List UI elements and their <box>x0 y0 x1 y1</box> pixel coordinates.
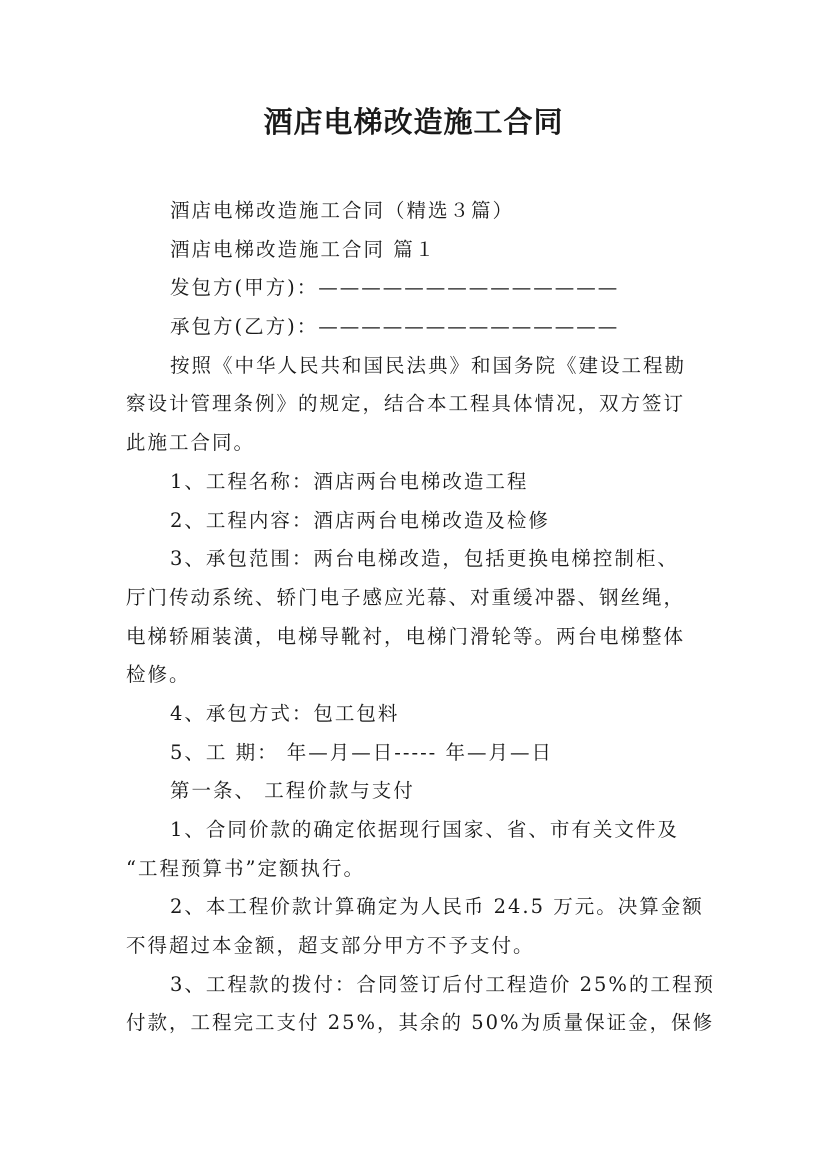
document-body <box>126 192 716 1043</box>
document-line: 1、工程名称：酒店两台电梯改造工程 <box>170 469 529 493</box>
document-line: 5、工 期： 年—月—日----- 年—月—日 <box>170 740 553 764</box>
document-line: 不得超过本金额，超支部分甲方不予支付。 <box>126 934 535 958</box>
document-title: 酒店电梯改造施工合同 <box>263 105 564 139</box>
document-line: 检修。 <box>126 663 191 687</box>
document-line: 第一条、 工程价款与支付 <box>170 779 415 803</box>
document-line: 1、合同价款的确定依据现行国家、省、市有关文件及 <box>170 818 679 841</box>
document-line: 发包方(甲方)：—————————————— <box>170 276 620 300</box>
document-line: 付款，工程完工支付 25%，其余的 50%为质量保证金，保修 <box>126 1011 715 1035</box>
document-line: “工程预算书”定额执行。 <box>126 856 365 880</box>
document-line: 此施工合同。 <box>126 431 256 455</box>
document-line: 2、本工程价款计算确定为人民币 24.5 万元。决算金额 <box>170 895 704 919</box>
document-line: 酒店电梯改造施工合同 篇１ <box>170 237 437 261</box>
document-line: 4、承包方式：包工包料 <box>170 701 400 725</box>
document-line: 察设计管理条例》的规定，结合本工程具体情况，双方签订 <box>126 392 686 416</box>
document-line: 电梯轿厢装潢，电梯导靴衬，电梯门滑轮等。两台电梯整体 <box>126 624 686 648</box>
document-line: 2、工程内容：酒店两台电梯改造及检修 <box>170 508 550 532</box>
document-line: 3、工程款的拨付：合同签订后付工程造价 25%的工程预 <box>170 972 715 996</box>
document-line: 按照《中华人民共和国民法典》和国务院《建设工程勘 <box>170 353 687 377</box>
document-line: 酒店电梯改造施工合同（精选３篇） <box>170 199 515 222</box>
document-line: 3、承包范围：两台电梯改造，包括更换电梯控制柜、 <box>170 547 679 571</box>
document-line: 厅门传动系统、轿门电子感应光幕、对重缓冲器、钢丝绳， <box>126 585 686 609</box>
document-line: 承包方(乙方)：—————————————— <box>170 315 620 339</box>
